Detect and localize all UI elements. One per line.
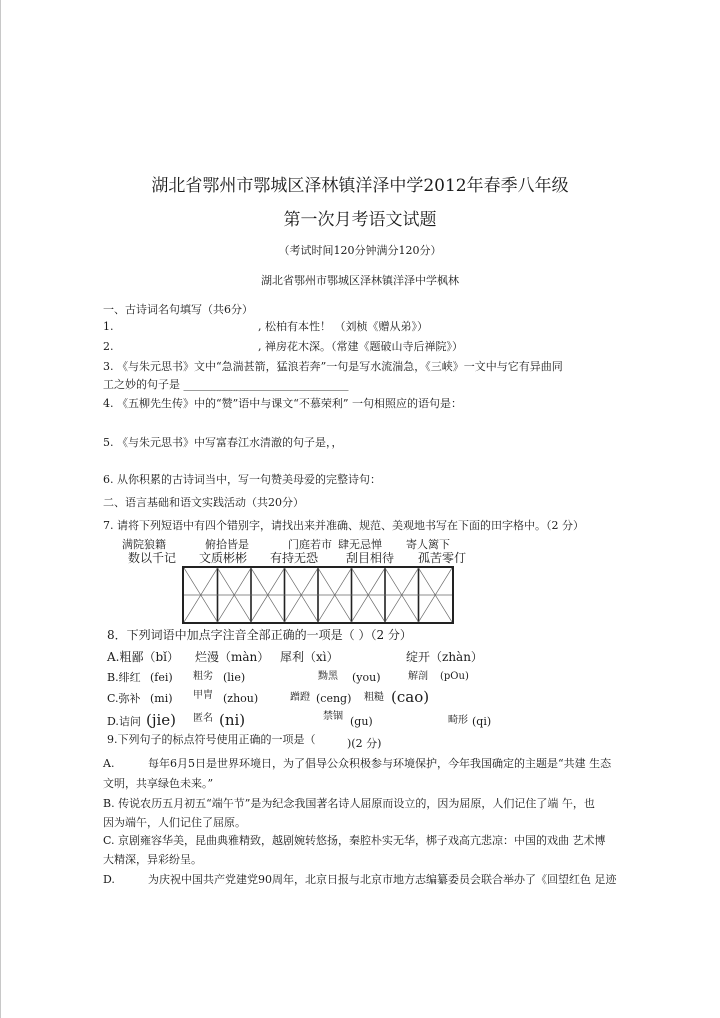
q8-c-pinyin1: (mi) [150, 692, 173, 705]
q8-a-4: 绽开（zhàn） [406, 650, 483, 664]
exam-title-line2: 第一次月考语文试题 [283, 210, 437, 230]
phrase-top-2: 俯拾皆是 [205, 538, 249, 551]
q8-a-1: A.粗鄙（bǐ） [107, 650, 180, 664]
q9-text: 9.下列句子的标点符号使用正确的一项是（ [107, 733, 316, 746]
phrase-top-1: 满院狼籍 [122, 538, 166, 551]
q8-a-3: 犀利（xì） [280, 650, 339, 664]
phrase-bottom-2: 文质彬彬 [199, 551, 248, 565]
q8-b-pinyin2: (lie) [223, 671, 246, 684]
option-d-line1: 为庆祝中国共产党建党90周年，北京日报与北京市地方志编纂委员会联合举办了《回望红色 足迹 [148, 873, 617, 886]
q8-b-pinyin3: (you) [352, 671, 381, 684]
tianzige-lines [184, 568, 452, 622]
q8-d-word3: 禁锢 [323, 711, 343, 722]
phrase-bottom-3: 有持无恐 [270, 551, 319, 565]
q3-line1: 3. 《与朱元思书》文中“急湍甚箭，猛浪若奔”一句是写水流湍急，《三峡》一文中与它有异曲同 [103, 360, 563, 373]
q8-b-word1: B.绯红 [107, 671, 141, 684]
q8-b-pinyin1: (fei) [150, 671, 173, 684]
tianzige-grid[interactable] [182, 566, 454, 624]
phrase-top-4: 肆无忌惮 [338, 538, 382, 551]
q8-d-word4: 畸形 [448, 715, 468, 726]
q5-text: 5. 《与朱元思书》中写富春江水清澈的句子是，， [103, 436, 343, 449]
option-b-line1: B. 传说农历五月初五“端午节”是为纪念我国著名诗人屈原而设立的，因为屈原，人们记住了端 午，也 [103, 797, 595, 810]
q9-score: )(2 分) [347, 737, 382, 750]
phrase-top-5: 寄人篱下 [406, 538, 450, 551]
q4-text: 4. 《五柳先生传》中的“赞”语中与课文“不慕荣利” 一句相照应的语句是： [103, 397, 462, 410]
section2-heading: 二、语言基础和语文实践活动（共20分） [103, 496, 304, 509]
q8-d-pinyin1: (jie) [146, 711, 177, 729]
q2-number: 2. [103, 340, 114, 353]
q2-text: , 禅房花木深。（常建《题破山寺后禅院》） [258, 340, 463, 353]
phrase-top-3: 门庭若市 [288, 538, 332, 551]
section1-heading: 一、古诗词名句填写（共6分） [103, 303, 253, 316]
q8-d-word2: 匿名 [193, 713, 213, 724]
q8-c-word1: C.弥补 [107, 692, 141, 705]
school-name: 湖北省鄂州市鄂城区泽林镇洋泽中学枫林 [261, 274, 459, 287]
q8-b-word2: 粗劣 [193, 671, 213, 682]
q8-b-word4: 解剖 [408, 671, 428, 682]
option-b-line2: 因为端午，人们记住了屈原。 [103, 816, 246, 829]
exam-title-line1: 湖北省鄂州市鄂城区泽林镇洋泽中学2012年春季八年级 [151, 176, 569, 196]
option-a-line2: 文明，共享绿色未来。” [103, 777, 214, 790]
option-c-line1: C. 京剧雍容华美，昆曲典雅精致，越剧婉转悠扬，秦腔朴实无华，梆子戏高亢悲凉：中国的戏曲 艺术博 [103, 834, 606, 847]
q8-text: 8．下列词语中加点字注音全部正确的一项是（ ）（2 分） [107, 628, 412, 642]
q8-b-word3: 黝黑 [318, 671, 338, 682]
q8-c-pinyin4: (cao) [391, 688, 430, 706]
q1-text: , 松柏有本性！ （刘桢《赠从弟》） [258, 320, 428, 333]
q8-c-word3: 蹭蹬 [290, 692, 310, 703]
q8-d-pinyin3: (gu) [350, 715, 373, 728]
phrase-bottom-1: 数以千记 [128, 551, 177, 565]
exam-info: （考试时间120分钟满分120分） [278, 244, 442, 257]
q8-c-pinyin2: (zhou) [223, 692, 259, 705]
q6-text: 6. 从你积累的古诗词当中，写一句赞美母爱的完整诗句： [103, 473, 381, 486]
q8-d-word1: D.诘问 [107, 715, 141, 728]
q8-c-pinyin3: (ceng) [316, 692, 352, 705]
q8-c-word2: 甲胄 [193, 690, 213, 701]
q8-c-word4: 粗糙 [364, 692, 384, 703]
page-left-border [0, 0, 1, 1018]
option-c-line2: 大精深，异彩纷呈。 [103, 853, 202, 866]
q8-a-2: 烂漫（màn） [195, 650, 270, 664]
q8-d-pinyin4: (qi) [472, 715, 492, 728]
q8-d-pinyin2: (ni) [219, 711, 246, 729]
option-a-line1: 每年6月5日是世界环境日，为了倡导公众积极参与环境保护，今年我国确定的主题是“共建 生态 [148, 757, 612, 770]
q8-b-pinyin4: (pOu) [440, 671, 469, 682]
phrase-bottom-4: 刮目相待 [346, 551, 395, 565]
phrase-bottom-5: 孤苦零仃 [418, 551, 467, 565]
q7-text: 7. 请将下列短语中有四个错别字，请找出来并准确、规范、美观地书写在下面的田字格中。（2 分） [103, 519, 584, 532]
option-d-label: D. [103, 873, 115, 886]
option-a-label: A. [103, 757, 115, 770]
q3-line2: 工之妙的句子是 ______________________________ [103, 378, 349, 391]
q1-number: 1. [103, 320, 114, 333]
